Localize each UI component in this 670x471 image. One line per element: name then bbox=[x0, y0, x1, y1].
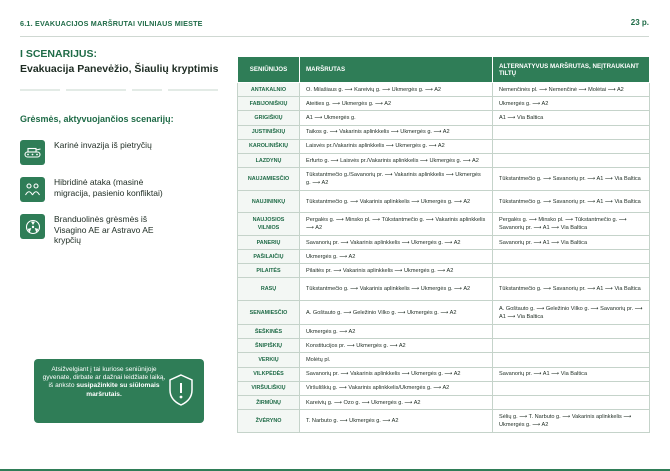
alt-route-cell bbox=[493, 381, 650, 395]
advice-box bbox=[34, 359, 204, 423]
threat-item bbox=[20, 140, 174, 165]
table-row bbox=[238, 264, 650, 278]
alt-route-cell bbox=[493, 125, 650, 139]
seniunija-cell: GRIGIŠKIŲ bbox=[238, 111, 300, 125]
alt-route-cell bbox=[493, 153, 650, 167]
seniunija-cell: NAUJININKŲ bbox=[238, 190, 300, 213]
table-row bbox=[238, 153, 650, 167]
route-cell: Pilaitės pr. ⟶ Vakarinis aplinkkelis ⟶ Ukmergės g. ⟶ A2 bbox=[300, 264, 493, 278]
seniunija-cell: NAUJAMIESČIO bbox=[238, 168, 300, 191]
alt-route-cell: Nemenčinės pl. ⟶ Nemenčinė ⟶ Molėtai ⟶ A2 bbox=[493, 83, 650, 97]
table-row bbox=[238, 367, 650, 381]
footer-decoration bbox=[0, 458, 670, 471]
seniunija-cell: NAUJOSIOS VILNIOS bbox=[238, 213, 300, 236]
section-title: 6.1. EVAKUACIJOS MARŠRUTAI VILNIAUS MIESTE bbox=[20, 19, 203, 28]
table-row bbox=[238, 139, 650, 153]
seniunija-cell: JUSTINIŠKIŲ bbox=[238, 125, 300, 139]
advice-text bbox=[42, 366, 166, 399]
table-row bbox=[238, 97, 650, 111]
route-cell: A. Goštauto g. ⟶ Geležinio Vilko g. ⟶ Ukmergės g. ⟶ A2 bbox=[300, 301, 493, 325]
people-icon bbox=[20, 177, 45, 202]
column-header-marsrutas: MARŠRUTAS bbox=[300, 57, 493, 83]
table-row bbox=[238, 381, 650, 395]
alt-route-cell bbox=[493, 250, 650, 264]
route-cell: T. Narbuto g. ⟶ Ukmergės g. ⟶ A2 bbox=[300, 410, 493, 433]
alt-route-cell: Ukmergės g. ⟶ A2 bbox=[493, 97, 650, 111]
table-row bbox=[238, 325, 650, 339]
threat-text: Hibridinė ataka (masinė migracija, pasienio konfliktai) bbox=[54, 177, 163, 198]
alt-route-cell bbox=[493, 339, 650, 353]
threat-text: Karinė invazija iš pietryčių bbox=[54, 140, 152, 150]
alt-route-cell: Tūkstantmečio g. ⟶ Savanorių pr. ⟶ A1 ⟶ Via Baltica bbox=[493, 190, 650, 213]
alt-route-cell bbox=[493, 396, 650, 410]
route-cell: Savanorių pr. ⟶ Vakarinis aplinkkelis ⟶ Ukmergės g. ⟶ A2 bbox=[300, 235, 493, 249]
table-row bbox=[238, 396, 650, 410]
seniunija-cell: PANERIŲ bbox=[238, 235, 300, 249]
route-cell: Ukmergės g. ⟶ A2 bbox=[300, 325, 493, 339]
table-row bbox=[238, 353, 650, 367]
alt-route-cell: Pergalės g. ⟶ Minsko pl. ⟶ Tūkstantmečio g. ⟶ Savanorių pr. ⟶ A1 ⟶ Via Baltica bbox=[493, 213, 650, 236]
seniunija-cell: VILKPĖDĖS bbox=[238, 367, 300, 381]
seniunija-cell: RASŲ bbox=[238, 278, 300, 301]
route-cell: Pergalės g. ⟶ Minsko pl. ⟶ Tūkstantmečio g. ⟶ Vakarinis aplinkkelis ⟶ A2 bbox=[300, 213, 493, 236]
route-cell: Savanorių pr. ⟶ Vakarinis aplinkkelis ⟶ Ukmergės g. ⟶ A2 bbox=[300, 367, 493, 381]
route-cell: Tūkstantmečio g. ⟶ Vakarinis aplinkkelis ⟶ Ukmergės g. ⟶ A2 bbox=[300, 278, 493, 301]
alt-route-cell: Sėlių g. ⟶ T. Narbuto g. ⟶ Vakarinis aplinkkelis ⟶ Ukmergės g. ⟶ A2 bbox=[493, 410, 650, 433]
route-cell: Kareivių g. ⟶ Ozo g. ⟶ Ukmergės g. ⟶ A2 bbox=[300, 396, 493, 410]
alt-route-cell: A1 ⟶ Via Baltica bbox=[493, 111, 650, 125]
alt-route-cell: Tūkstantmečio g. ⟶ Savanorių pr. ⟶ A1 ⟶ Via Baltica bbox=[493, 278, 650, 301]
page-header bbox=[0, 0, 670, 40]
radiation-icon bbox=[20, 214, 45, 239]
alt-route-cell bbox=[493, 325, 650, 339]
alt-route-cell bbox=[493, 264, 650, 278]
advice-text-regular: Atsižvelgiant į tai kuriose seniūnijoje gyvenate, dirbate ar dažnai leidžiate laiką, iš anksto bbox=[42, 366, 166, 390]
seniunija-cell: ANTAKALNIO bbox=[238, 83, 300, 97]
seniunija-cell: LAZDYNŲ bbox=[238, 153, 300, 167]
table-row bbox=[238, 339, 650, 353]
warning-icon bbox=[168, 373, 194, 407]
seniunija-cell: FABIJONIŠKIŲ bbox=[238, 97, 300, 111]
seniunija-cell: ŽVĖRYNO bbox=[238, 410, 300, 433]
route-cell: Viršuliškių g. ⟶ Vakarinis aplinkkelis/Ukmergės g. ⟶ A2 bbox=[300, 381, 493, 395]
header-divider bbox=[20, 36, 649, 37]
route-cell: Ukmergės g. ⟶ A2 bbox=[300, 250, 493, 264]
seniunija-cell: KAROLINIŠKIŲ bbox=[238, 139, 300, 153]
table-row bbox=[238, 125, 650, 139]
seniunija-cell: PAŠILAIČIŲ bbox=[238, 250, 300, 264]
column-header-alternatyvus: ALTERNATYVUS MARŠRUTAS, NEĮTRAUKIANT TILTŲ bbox=[493, 57, 650, 83]
table-row bbox=[238, 83, 650, 97]
scenario-label: I SCENARIJUS: bbox=[20, 48, 98, 60]
route-cell: Konstitucijos pr. ⟶ Ukmergės g. ⟶ A2 bbox=[300, 339, 493, 353]
seniunija-cell: PILAITĖS bbox=[238, 264, 300, 278]
table-header-row bbox=[238, 57, 650, 83]
scenario-title: Evakuacija Panevėžio, Šiaulių kryptimis bbox=[20, 63, 219, 75]
table-row bbox=[238, 213, 650, 236]
route-cell: Molėtų pl. bbox=[300, 353, 493, 367]
route-cell: Ateities g. ⟶ Ukmergės g. ⟶ A2 bbox=[300, 97, 493, 111]
alt-route-cell: A. Goštauto g. ⟶ Geležinio Vilko g. ⟶ Savanorių pr. ⟶ A1 ⟶ Via Baltica bbox=[493, 301, 650, 325]
page-number: 23 p. bbox=[630, 18, 649, 27]
table-row bbox=[238, 278, 650, 301]
threat-item bbox=[20, 177, 174, 202]
alt-route-cell: Savanorių pr. ⟶ A1 ⟶ Via Baltica bbox=[493, 367, 650, 381]
route-cell: Tūkstantmečio g. ⟶ Vakarinis aplinkkelis ⟶ Ukmergės g. ⟶ A2 bbox=[300, 190, 493, 213]
tank-icon bbox=[20, 140, 45, 165]
route-cell: Tūkstantmečio g./Savanorių pr. ⟶ Vakarinis aplinkkelis ⟶ Ukmergės g. ⟶ A2 bbox=[300, 168, 493, 191]
table-body bbox=[238, 83, 650, 433]
route-cell: O. Milašiaus g. ⟶ Kareivių g. ⟶ Ukmergės g. ⟶ A2 bbox=[300, 83, 493, 97]
advice-text-bold: susipažinkite su siūlomais maršrutais. bbox=[76, 382, 160, 398]
table-row bbox=[238, 190, 650, 213]
column-header-seniunijos: SENIŪNIJOS bbox=[238, 57, 300, 83]
alt-route-cell bbox=[493, 353, 650, 367]
seniunija-cell: ŠNIPIŠKIŲ bbox=[238, 339, 300, 353]
table-row bbox=[238, 111, 650, 125]
table-row bbox=[238, 301, 650, 325]
alt-route-cell bbox=[493, 139, 650, 153]
table-row bbox=[238, 250, 650, 264]
route-cell: Taikos g. ⟶ Vakarinis aplinkkelis ⟶ Ukmergės g. ⟶ A2 bbox=[300, 125, 493, 139]
routes-table bbox=[237, 56, 650, 433]
seniunija-cell: ŽIRMŪNŲ bbox=[238, 396, 300, 410]
seniunija-cell: VERKIŲ bbox=[238, 353, 300, 367]
threat-text: Branduolinės grėsmės iš Visagino AE ar Astravo AE krypčių bbox=[54, 214, 154, 245]
seniunija-cell: ŠEŠKINĖS bbox=[238, 325, 300, 339]
alt-route-cell: Savanorių pr. ⟶ A1 ⟶ Via Baltica bbox=[493, 235, 650, 249]
decorative-bars bbox=[20, 86, 220, 94]
route-cell: Erfurto g. ⟶ Laisvės pr./Vakarinis aplinkkelis ⟶ Ukmergės g. ⟶ A2 bbox=[300, 153, 493, 167]
seniunija-cell: VIRŠULIŠKIŲ bbox=[238, 381, 300, 395]
table-row bbox=[238, 235, 650, 249]
threats-heading: Grėsmės, aktyvuojančios scenarijų: bbox=[20, 114, 174, 124]
table-row bbox=[238, 410, 650, 433]
table-row bbox=[238, 168, 650, 191]
route-cell: A1 ⟶ Ukmergės g. bbox=[300, 111, 493, 125]
seniunija-cell: SENAMIESČIO bbox=[238, 301, 300, 325]
threat-item bbox=[20, 214, 174, 246]
alt-route-cell: Tūkstantmečio g. ⟶ Savanorių pr. ⟶ A1 ⟶ Via Baltica bbox=[493, 168, 650, 191]
route-cell: Laisvės pr./Vakarinis aplinkkelis ⟶ Ukmergės g. ⟶ A2 bbox=[300, 139, 493, 153]
